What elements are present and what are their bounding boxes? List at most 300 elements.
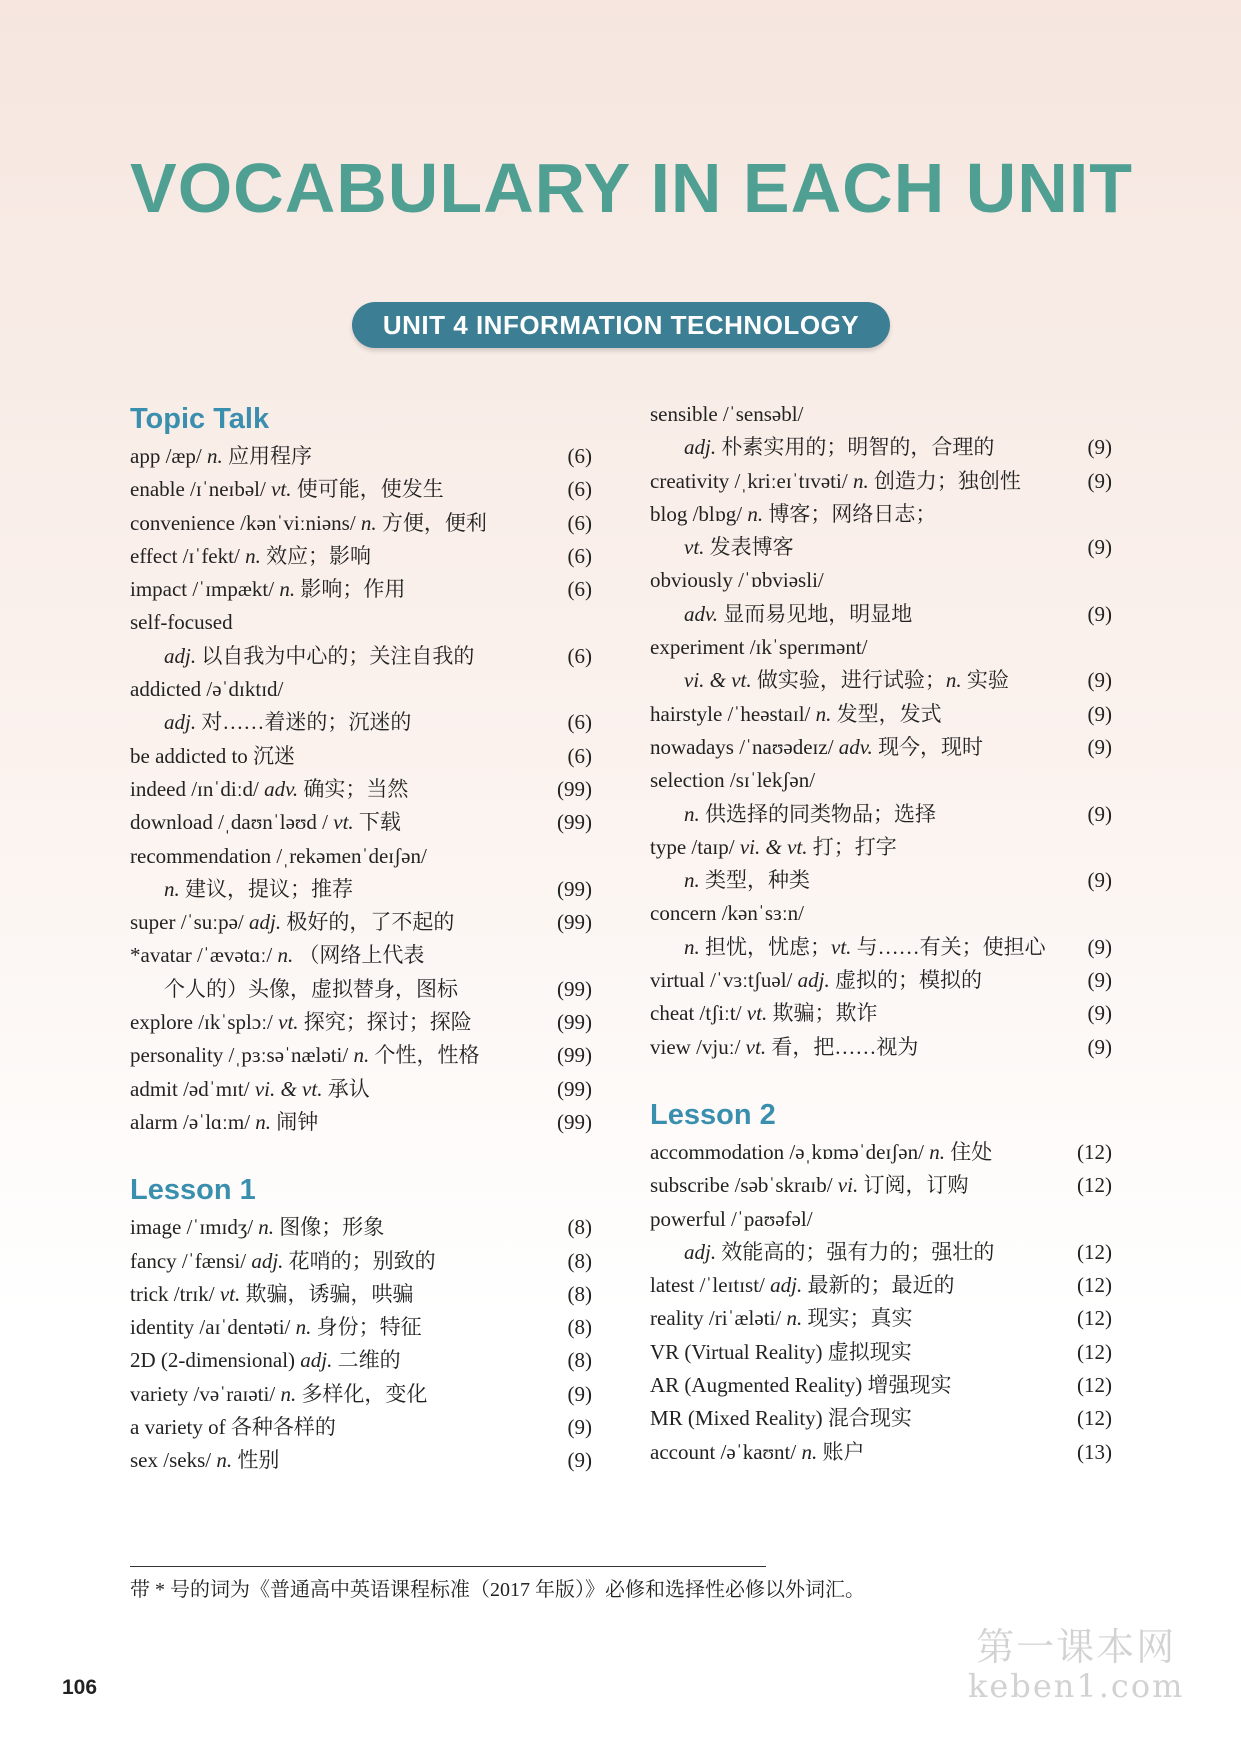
entry-part-of-speech: n. [747, 501, 764, 526]
entry-page-ref: (6) [567, 710, 592, 735]
entry-meaning: 与……有关；使担心 [851, 934, 1046, 959]
vocab-entry [130, 840, 592, 873]
entry-text [130, 677, 283, 701]
entry-text [130, 577, 405, 601]
entry-meaning: 多样化，变化 [296, 1381, 428, 1406]
entry-page-ref: (8) [567, 1348, 592, 1373]
section-heading: Topic Talk [130, 403, 270, 435]
entry-part-of-speech: adj. [251, 1248, 284, 1273]
entry-part-of-speech: vi. & vt. [254, 1076, 323, 1101]
entry-part-of-speech: n. [360, 510, 377, 535]
vocab-entry [650, 1369, 1112, 1402]
entry-part-of-speech: adv. [838, 734, 873, 759]
entry-text [650, 1140, 992, 1164]
entry-text [684, 435, 994, 459]
entry-page-ref: (9) [1087, 535, 1112, 560]
section-heading: Lesson 2 [650, 1098, 776, 1131]
entry-part-of-speech: n. [945, 668, 962, 693]
entry-word: super /ˈsuːpə/ [130, 910, 249, 935]
entry-word: powerful /ˈpaʊəfəl/ [650, 1206, 813, 1231]
watermark-line-1: 第一课本网 [976, 1625, 1177, 1669]
entry-part-of-speech: n. [255, 1109, 272, 1134]
vocab-entry [130, 606, 592, 639]
entry-meaning: 订阅，订购 [858, 1173, 969, 1198]
vocab-entry [130, 1344, 592, 1377]
entry-word: subscribe /səbˈskraɪb/ [650, 1173, 838, 1198]
entry-text [130, 1382, 427, 1406]
entry-page-ref: (6) [567, 543, 592, 568]
entry-page-ref: (9) [1087, 601, 1112, 626]
entry-word: 个人的）头像，虚拟替身，图标 [164, 976, 458, 1001]
entry-page-ref: (99) [557, 876, 592, 901]
entry-text [650, 1406, 912, 1430]
vocab-entry [650, 1031, 1112, 1064]
entry-word: fancy /ˈfænsi/ [130, 1248, 252, 1273]
entry-meaning: 影响；作用 [295, 577, 406, 602]
vocab-entry [130, 773, 592, 806]
entry-part-of-speech: adj. [684, 1239, 717, 1264]
page-title: VOCABULARY IN EACH UNIT [130, 149, 1134, 227]
entry-text [650, 1440, 864, 1464]
entry-meaning: 图像；形象 [274, 1215, 385, 1240]
vocab-entry [650, 1236, 1112, 1269]
entry-part-of-speech: adj. [164, 710, 197, 735]
vocab-entry [130, 507, 592, 540]
entry-meaning: 下载 [353, 810, 401, 835]
entry-word: type /taɪp/ [650, 834, 740, 859]
vocab-entry [650, 564, 1112, 597]
entry-meaning: 最新的；最近的 [802, 1273, 955, 1298]
entry-meaning: 虚拟的；模拟的 [829, 968, 982, 993]
vocab-entry [130, 440, 592, 473]
entry-part-of-speech: vt. [219, 1281, 241, 1306]
entry-meaning: 确实；当然 [298, 776, 409, 801]
entry-page-ref: (12) [1077, 1306, 1112, 1331]
entry-meaning: 现今，现时 [872, 734, 984, 759]
entry-page-ref: (9) [567, 1448, 592, 1473]
entry-part-of-speech: adj. [770, 1273, 803, 1298]
vocab-entry [650, 897, 1112, 930]
entry-text [650, 968, 982, 992]
entry-part-of-speech: vi. & vt. [739, 834, 808, 859]
entry-meaning: 效应；影响 [260, 543, 372, 568]
entry-page-ref: (9) [1087, 734, 1112, 759]
vocab-entry [130, 1073, 592, 1106]
entry-part-of-speech: n. [684, 868, 700, 893]
entry-part-of-speech: adj. [797, 968, 830, 993]
entry-page-ref: (99) [557, 776, 592, 801]
entry-page-ref: (99) [557, 910, 592, 935]
entry-part-of-speech: n. [852, 468, 869, 493]
entry-page-ref: (9) [1087, 1001, 1112, 1026]
entry-page-ref: (12) [1077, 1339, 1112, 1364]
vocab-column-left [130, 398, 592, 1478]
entry-text [684, 1240, 994, 1264]
entry-text [130, 1010, 472, 1034]
entry-text [650, 1035, 918, 1059]
entry-word: identity /aɪˈdentəti/ [130, 1315, 296, 1340]
entry-word: nowadays /ˈnaʊədeɪz/ [650, 734, 839, 759]
entry-meaning: 欺骗；欺诈 [767, 1001, 878, 1026]
entry-text [650, 735, 983, 759]
entry-word: accommodation /əˌkɒməˈdeɪʃən/ [650, 1139, 930, 1164]
vocab-entry [650, 1336, 1112, 1369]
vocab-entry [650, 964, 1112, 997]
entry-word: experiment /ɪkˈsperɪmənt/ [650, 635, 868, 660]
entry-text [130, 1110, 318, 1134]
entry-text [130, 1348, 401, 1372]
entry-part-of-speech: adv. [264, 776, 299, 801]
entry-word: alarm /əˈlɑːm/ [130, 1109, 256, 1134]
entry-meaning: 担忧，忧虑； [699, 934, 831, 959]
entry-word: effect /ɪˈfekt/ [130, 543, 246, 568]
entry-meaning: 做实验，进行试验； [751, 668, 946, 693]
entry-text [130, 844, 427, 868]
vocab-entry [130, 1444, 592, 1477]
vocab-entry [650, 798, 1112, 831]
entry-page-ref: (6) [567, 643, 592, 668]
entry-page-ref: (9) [567, 1381, 592, 1406]
entry-meaning: 打；打字 [807, 834, 897, 859]
entry-text [650, 1273, 955, 1297]
entry-text [130, 544, 371, 568]
entry-meaning: 对……着迷的；沉迷的 [196, 710, 412, 735]
entry-word: convenience /kənˈviːniəns/ [130, 510, 361, 535]
entry-part-of-speech: n. [815, 701, 832, 726]
entry-part-of-speech: n. [295, 1315, 312, 1340]
entry-page-ref: (13) [1077, 1439, 1112, 1464]
entry-text [650, 635, 868, 659]
entry-part-of-speech: vi. [837, 1173, 859, 1198]
entry-text [650, 1373, 952, 1397]
entry-part-of-speech: adj. [684, 435, 717, 460]
entry-part-of-speech: vt. [271, 477, 292, 502]
entry-word: latest /ˈleɪtɪst/ [650, 1273, 771, 1298]
entry-text [164, 877, 353, 901]
entry-word: account /əˈkaʊnt/ [650, 1439, 802, 1464]
page-number: 106 [62, 1676, 98, 1699]
entry-part-of-speech: vt. [333, 810, 354, 835]
vocab-entry [650, 831, 1112, 864]
vocab-entry [130, 706, 592, 739]
vocab-entry [130, 939, 592, 972]
entry-text [130, 777, 408, 801]
entry-meaning: 类型，种类 [699, 868, 810, 893]
entry-part-of-speech: n. [786, 1306, 803, 1331]
entry-meaning: 探究；探讨；探险 [298, 1010, 472, 1035]
entry-page-ref: (6) [567, 444, 592, 468]
entry-text [650, 901, 804, 925]
entry-part-of-speech: n. [279, 577, 296, 602]
vocab-entry [650, 465, 1112, 498]
entry-page-ref: (99) [557, 810, 592, 835]
entry-meaning: （网络上代表 [293, 943, 425, 968]
entry-text [650, 1173, 968, 1197]
entry-page-ref: (12) [1077, 1373, 1112, 1398]
entry-page-ref: (9) [567, 1415, 592, 1440]
vocab-entry [130, 906, 592, 939]
entry-word: self-focused [130, 610, 233, 635]
entry-meaning: 闹钟 [271, 1109, 319, 1134]
entry-text [130, 810, 401, 834]
vocab-entry [650, 1269, 1112, 1302]
vocab-entry [130, 873, 592, 906]
entry-text [650, 469, 1021, 493]
entry-part-of-speech: n. [280, 1381, 297, 1406]
entry-word: be addicted to 沉迷 [130, 743, 296, 768]
entry-text [684, 602, 912, 626]
entry-text [650, 568, 824, 592]
entry-meaning: 以自我为中心的；关注自我的 [196, 643, 475, 668]
entry-page-ref: (6) [567, 477, 592, 502]
entry-meaning: 博客；网络日志； [763, 501, 937, 526]
vocab-entry [130, 740, 592, 773]
vocab-entry [650, 764, 1112, 797]
entry-page-ref: (8) [567, 1215, 592, 1240]
entry-page-ref: (9) [1087, 701, 1112, 726]
entry-text [650, 502, 936, 526]
entry-part-of-speech: vi. & vt. [684, 668, 752, 693]
vocab-entry [650, 531, 1112, 564]
entry-meaning: 承认 [322, 1076, 370, 1101]
vocab-entry [130, 540, 592, 573]
entry-meaning: 身份；特征 [311, 1315, 422, 1340]
entry-page-ref: (9) [1087, 468, 1112, 493]
entry-word: download /ˌdaʊnˈləʊd / [130, 810, 334, 835]
entry-text [130, 610, 233, 634]
entry-part-of-speech: vt. [746, 1001, 768, 1026]
vocab-entry [650, 598, 1112, 631]
vocab-entry [650, 498, 1112, 531]
entry-text [164, 977, 458, 1001]
entry-part-of-speech: vt. [745, 1034, 767, 1059]
entry-meaning: 供选择的同类物品；选择 [699, 801, 936, 826]
entry-word: sex /seks/ [130, 1448, 217, 1473]
entry-text [130, 744, 295, 768]
entry-part-of-speech: n. [684, 801, 700, 826]
entry-part-of-speech: adj. [248, 910, 282, 935]
entry-word: sensible /ˈsensəbl/ [650, 402, 804, 426]
entry-word: virtual /ˈvɜːtʃuəl/ [650, 968, 798, 993]
entry-word: blog /blɒg/ [650, 501, 748, 526]
entry-word: app /æp/ [130, 444, 207, 468]
entry-page-ref: (12) [1077, 1173, 1112, 1198]
vocab-entry [130, 1378, 592, 1411]
entry-word: addicted /əˈdɪktɪd/ [130, 677, 284, 702]
entry-page-ref: (9) [1087, 801, 1112, 826]
entry-word: obviously /ˈɒbviəsli/ [650, 568, 824, 593]
entry-word: admit /ədˈmɪt/ [130, 1076, 255, 1101]
entry-text [650, 702, 942, 726]
entry-word: VR (Virtual Reality) 虚拟现实 [650, 1339, 912, 1364]
vocab-entry [130, 1006, 592, 1039]
entry-text [130, 511, 487, 535]
entry-part-of-speech: n. [164, 876, 180, 901]
unit-banner [352, 302, 890, 348]
entry-meaning: 朴素实用的；明智的，合理的 [716, 435, 995, 460]
entry-meaning: 建议，提议；推荐 [179, 876, 353, 901]
entry-text [130, 477, 444, 501]
entry-text [650, 1340, 912, 1364]
entry-word: view /vjuː/ [650, 1034, 746, 1059]
entry-page-ref: (9) [1087, 934, 1112, 959]
entry-word: variety /vəˈraɪəti/ [130, 1381, 281, 1406]
entry-meaning: 账户 [817, 1439, 865, 1464]
entry-page-ref: (99) [557, 1043, 592, 1068]
entry-page-ref: (8) [567, 1248, 592, 1273]
entry-page-ref: (12) [1077, 1139, 1112, 1164]
entry-part-of-speech: n. [258, 1215, 275, 1240]
vocab-entry [130, 1106, 592, 1139]
vocab-entry [650, 1302, 1112, 1335]
entry-text [130, 1415, 336, 1439]
entry-page-ref: (99) [557, 1109, 592, 1134]
entry-word: explore /ɪkˈsplɔː/ [130, 1010, 279, 1035]
unit-banner-label: UNIT 4 INFORMATION TECHNOLOGY [382, 309, 860, 340]
entry-text [650, 835, 897, 859]
entry-page-ref: (6) [567, 743, 592, 768]
entry-text [650, 1306, 912, 1330]
entry-part-of-speech: n. [245, 543, 261, 568]
entry-word: image /ˈɪmɪdʒ/ [130, 1215, 259, 1240]
vocab-entry [130, 1039, 592, 1072]
entry-text [130, 444, 312, 468]
footnote-divider [130, 1566, 766, 1567]
entry-page-ref: (99) [557, 1010, 592, 1035]
vocab-entry [130, 1245, 592, 1278]
entry-text [650, 1207, 813, 1231]
entry-page-ref: (8) [567, 1281, 592, 1306]
entry-meaning: 效能高的；强有力的；强壮的 [716, 1239, 995, 1264]
entry-part-of-speech: n. [929, 1139, 945, 1164]
vocab-entry [650, 1402, 1112, 1435]
entry-part-of-speech: adj. [164, 643, 197, 668]
entry-text [130, 1315, 422, 1339]
vocab-entry [650, 398, 1112, 431]
entry-text [650, 768, 815, 792]
entry-part-of-speech: adv. [684, 601, 719, 626]
vocab-entry [130, 1211, 592, 1244]
vocab-entry [650, 1203, 1112, 1236]
entry-part-of-speech: vt. [278, 1010, 299, 1035]
entry-part-of-speech: n. [353, 1043, 370, 1068]
entry-meaning: 创造力；独创性 [868, 468, 1021, 493]
entry-text [684, 668, 1009, 692]
vocab-entry [130, 473, 592, 506]
vocab-entry [650, 1136, 1112, 1169]
entry-meaning: 应用程序 [222, 444, 312, 468]
vocab-entry [650, 698, 1112, 731]
entry-meaning: 方便，便利 [376, 510, 487, 535]
entry-page-ref: (9) [1087, 868, 1112, 893]
entry-text [650, 402, 803, 426]
entry-text [684, 802, 936, 826]
entry-text [164, 710, 411, 734]
vocab-entry [650, 431, 1112, 464]
entry-text [130, 1043, 479, 1067]
entry-word: AR (Augmented Reality) 增强现实 [650, 1373, 952, 1398]
entry-word: concern /kənˈsɜːn/ [650, 901, 805, 926]
entry-page-ref: (9) [1087, 968, 1112, 993]
vocab-entry [650, 631, 1112, 664]
entry-part-of-speech: n. [801, 1439, 818, 1464]
entry-word: hairstyle /ˈheəstaɪl/ [650, 701, 816, 726]
entry-word: personality /ˌpɜːsəˈnæləti/ [130, 1043, 354, 1068]
entry-meaning: 二维的 [332, 1348, 401, 1373]
entry-text [130, 1249, 436, 1273]
vocab-entry [130, 573, 592, 606]
entry-word: recommendation /ˌrekəmenˈdeɪʃən/ [130, 843, 427, 868]
vocab-entry [130, 1311, 592, 1344]
entry-meaning: 花哨的；别致的 [283, 1248, 436, 1273]
entry-page-ref: (9) [1087, 668, 1112, 693]
entry-text [130, 1215, 384, 1239]
entry-meaning: 看，把……视为 [766, 1034, 919, 1059]
entry-page-ref: (9) [1087, 435, 1112, 460]
entry-text [130, 943, 424, 967]
entry-meaning: 使可能，使发生 [291, 477, 444, 502]
vocab-entry [130, 673, 592, 706]
entry-word: cheat /tʃiːt/ [650, 1001, 747, 1026]
entry-meaning: 发表博客 [704, 535, 794, 560]
entry-word: enable /ɪˈneɪbəl/ [130, 477, 272, 502]
vocab-entry [650, 664, 1112, 697]
entry-page-ref: (8) [567, 1315, 592, 1340]
entry-page-ref: (9) [1087, 1034, 1112, 1059]
entry-word: a variety of 各种各样的 [130, 1415, 336, 1440]
entry-word: impact /ˈɪmpækt/ [130, 577, 280, 602]
vocab-entry [130, 640, 592, 673]
vocab-column-right [650, 398, 1112, 1469]
vocab-entry [130, 1411, 592, 1444]
entry-text [684, 535, 794, 559]
entry-word: 2D (2-dimensional) [130, 1348, 301, 1373]
entry-word: indeed /ɪnˈdiːd/ [130, 776, 265, 801]
entry-meaning: 实验 [961, 668, 1009, 693]
vocab-entry [650, 1169, 1112, 1202]
entry-page-ref: (6) [567, 510, 592, 535]
entry-part-of-speech: n. [207, 444, 223, 468]
entry-page-ref: (12) [1077, 1239, 1112, 1264]
entry-part-of-speech: n. [277, 943, 294, 968]
entry-text [130, 1077, 370, 1101]
entry-page-ref: (6) [567, 577, 592, 602]
entry-part-of-speech: n. [216, 1448, 233, 1473]
entry-part-of-speech: vt. [684, 535, 705, 560]
entry-meaning: 性别 [232, 1448, 280, 1473]
footnote: 带 * 号的词为《普通高中英语课程标准（2017 年版）》必修和选择性必修以外词汇。 [130, 1579, 865, 1601]
entry-meaning: 极好的，了不起的 [281, 910, 455, 935]
entry-word: selection /sɪˈlekʃən/ [650, 768, 816, 793]
entry-page-ref: (12) [1077, 1273, 1112, 1298]
entry-text [164, 644, 474, 668]
entry-meaning: 个性，性格 [369, 1043, 480, 1068]
entry-text [684, 935, 1046, 959]
entry-part-of-speech: n. [684, 934, 700, 959]
entry-word: reality /riˈæləti/ [650, 1306, 787, 1331]
watermark [968, 1616, 1184, 1705]
entry-meaning: 欺骗，诱骗，哄骗 [240, 1281, 414, 1306]
vocab-entry [650, 1436, 1112, 1469]
entry-meaning: 现实；真实 [802, 1306, 913, 1331]
entry-page-ref: (99) [557, 1076, 592, 1101]
entry-text [130, 1448, 279, 1472]
entry-word: creativity /ˌkriːeɪˈtɪvəti/ [650, 468, 853, 493]
vocab-entry [130, 973, 592, 1006]
vocab-entry [650, 997, 1112, 1030]
entry-part-of-speech: vt. [831, 934, 852, 959]
vocab-entry [650, 864, 1112, 897]
